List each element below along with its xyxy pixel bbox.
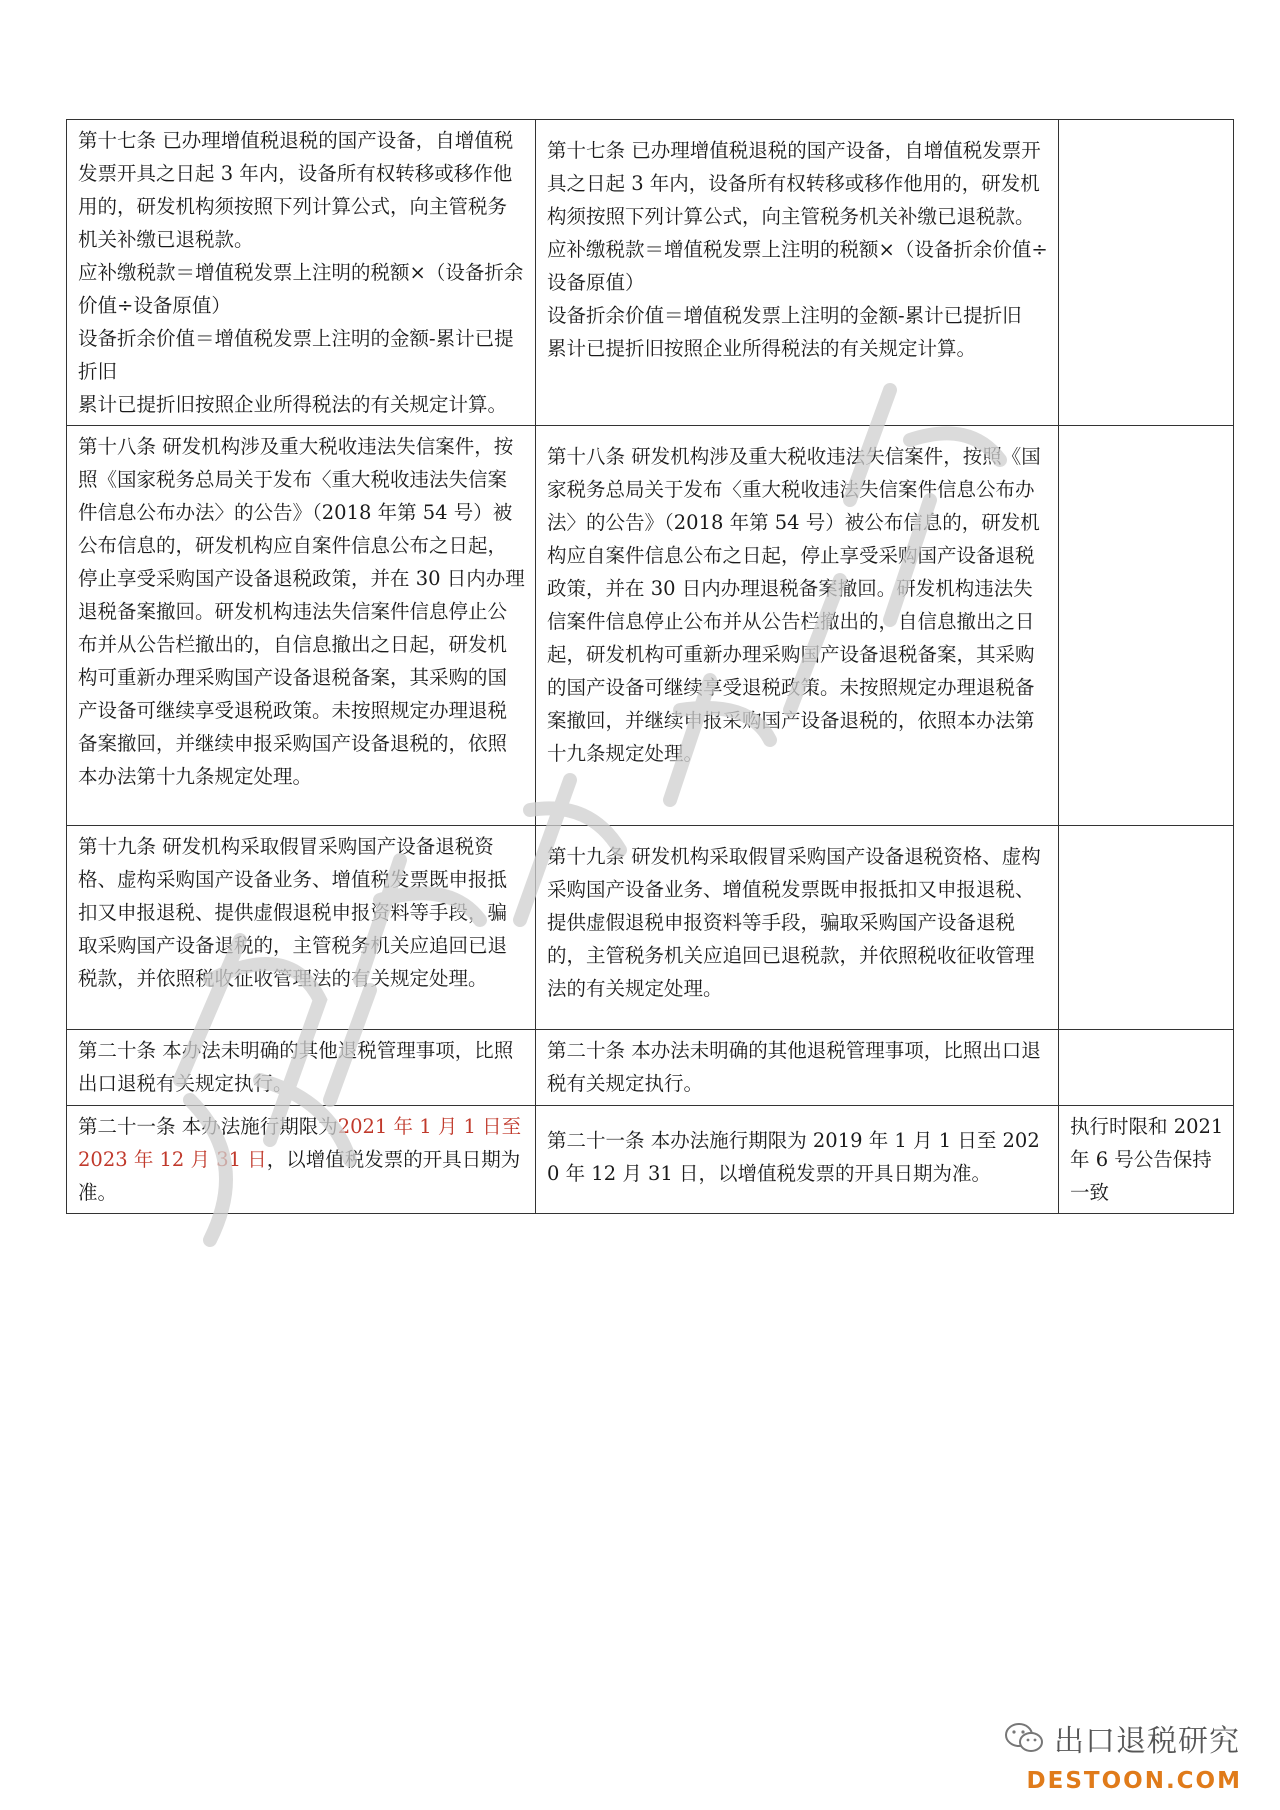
new-article-cell (536, 1106, 1059, 1214)
article-text: 第二十一条 本办法施行期限为 2019 年 1 月 1 日至 2020 年 12 月 31 日，以增值税发票的开具日期为准。 (547, 1129, 1040, 1185)
note-cell (1059, 826, 1234, 1030)
article-text: 累计已提折旧按照企业所得税法的有关规定计算。 (78, 393, 508, 416)
note-text: 执行时限和 2021 年 6 号公告保持一致 (1070, 1115, 1224, 1204)
article-text: ，以增值税发票的开具日期为准。 (78, 1148, 521, 1204)
new-article-cell (536, 426, 1059, 826)
article-text: 第二十一条 本办法施行期限为 (78, 1115, 338, 1138)
article-text: 设备折余价值＝增值税发票上注明的金额-累计已提折旧 (547, 304, 1022, 327)
note-cell (1059, 120, 1234, 426)
note-cell (1059, 1030, 1234, 1106)
wechat-icon (1004, 1721, 1044, 1755)
article-text: 设备折余价值＝增值税发票上注明的金额-累计已提折旧 (78, 327, 514, 383)
brand-name: 出口退税研究 (1054, 1724, 1240, 1759)
table-row (67, 1106, 1234, 1214)
article-text: 第二十条 本办法未明确的其他退税管理事项，比照出口退税有关规定执行。 (78, 1039, 514, 1095)
article-text: 第十九条 研发机构采取假冒采购国产设备退税资格、虚构采购国产设备业务、增值税发票既申报抵扣又申报退税、提供虚假退税申报资料等手段，骗取采购国产设备退税的，主管税务机关应追回已退税款，并依照税收征收管理法的有关规定处理。 (547, 845, 1041, 1000)
article-text: 应补缴税款＝增值税发票上注明的税额×（设备折余价值÷设备原值） (78, 261, 524, 317)
article-text: 第十八条 研发机构涉及重大税收违法失信案件，按照《国家税务总局关于发布〈重大税收违法失信案件信息公布办法〉的公告》（2018 年第 54 号）被公布信息的，研发机构应自案件信息公布之日起，停止享受采购国产设备退税政策，并在 30 日内办理退税备案撤回。研发机构违法失信案件信息停止公布并从公告栏撤出的，自信息撤出之日起，研发机构可重新办理采购国产设备退税备案，其采购的国产设备可继续享受退税政策。未按照规定办理退税备案撤回，并继续申报采购国产设备退税的，依照本办法第十九条规定处理。 (78, 435, 525, 788)
old-article-cell (67, 120, 536, 426)
note-cell (1059, 1106, 1234, 1214)
table-row (67, 426, 1234, 826)
table-row (67, 1030, 1234, 1106)
old-article-cell (67, 426, 536, 826)
new-article-cell (536, 826, 1059, 1030)
article-text: 第十七条 已办理增值税退税的国产设备，自增值税发票开具之日起 3 年内，设备所有权转移或移作他用的，研发机构须按照下列计算公式，向主管税务机关补缴已退税款。 (547, 139, 1041, 228)
table-row (67, 826, 1234, 1030)
old-article-cell (67, 826, 536, 1030)
note-cell (1059, 426, 1234, 826)
article-text: 累计已提折旧按照企业所得税法的有关规定计算。 (547, 337, 977, 360)
site-watermark: DESTOON.COM (1026, 1768, 1242, 1794)
old-article-cell (67, 1030, 536, 1106)
article-text: 应补缴税款＝增值税发票上注明的税额×（设备折余价值÷设备原值） (547, 238, 1048, 294)
new-article-cell (536, 1030, 1059, 1106)
comparison-table (66, 119, 1234, 1214)
brand-footer (1004, 1718, 1240, 1758)
highlighted-date-range: 2021 年 1 月 1 日至 2023 年 12 月 31 日 (78, 1115, 522, 1171)
old-article-cell (67, 1106, 536, 1214)
new-article-cell (536, 120, 1059, 426)
article-text: 第十九条 研发机构采取假冒采购国产设备退税资格、虚构采购国产设备业务、增值税发票既申报抵扣又申报退税、提供虚假退税申报资料等手段，骗取采购国产设备退税的，主管税务机关应追回已退税款，并依照税收征收管理法的有关规定处理。 (78, 835, 508, 990)
article-text: 第十八条 研发机构涉及重大税收违法失信案件，按照《国家税务总局关于发布〈重大税收违法失信案件信息公布办法〉的公告》（2018 年第 54 号）被公布信息的，研发机构应自案件信息公布之日起，停止享受采购国产设备退税政策，并在 30 日内办理退税备案撤回。研发机构违法失信案件信息停止公布并从公告栏撤出的，自信息撤出之日起，研发机构可重新办理采购国产设备退税备案，其采购的国产设备可继续享受退税政策。未按照规定办理退税备案撤回，并继续申报采购国产设备退税的，依照本办法第十九条规定处理。 (547, 445, 1041, 765)
article-text: 第二十条 本办法未明确的其他退税管理事项，比照出口退税有关规定执行。 (547, 1039, 1041, 1095)
article-text: 第十七条 已办理增值税退税的国产设备，自增值税发票开具之日起 3 年内，设备所有权转移或移作他用的，研发机构须按照下列计算公式，向主管税务机关补缴已退税款。 (78, 129, 514, 251)
table-row (67, 120, 1234, 426)
